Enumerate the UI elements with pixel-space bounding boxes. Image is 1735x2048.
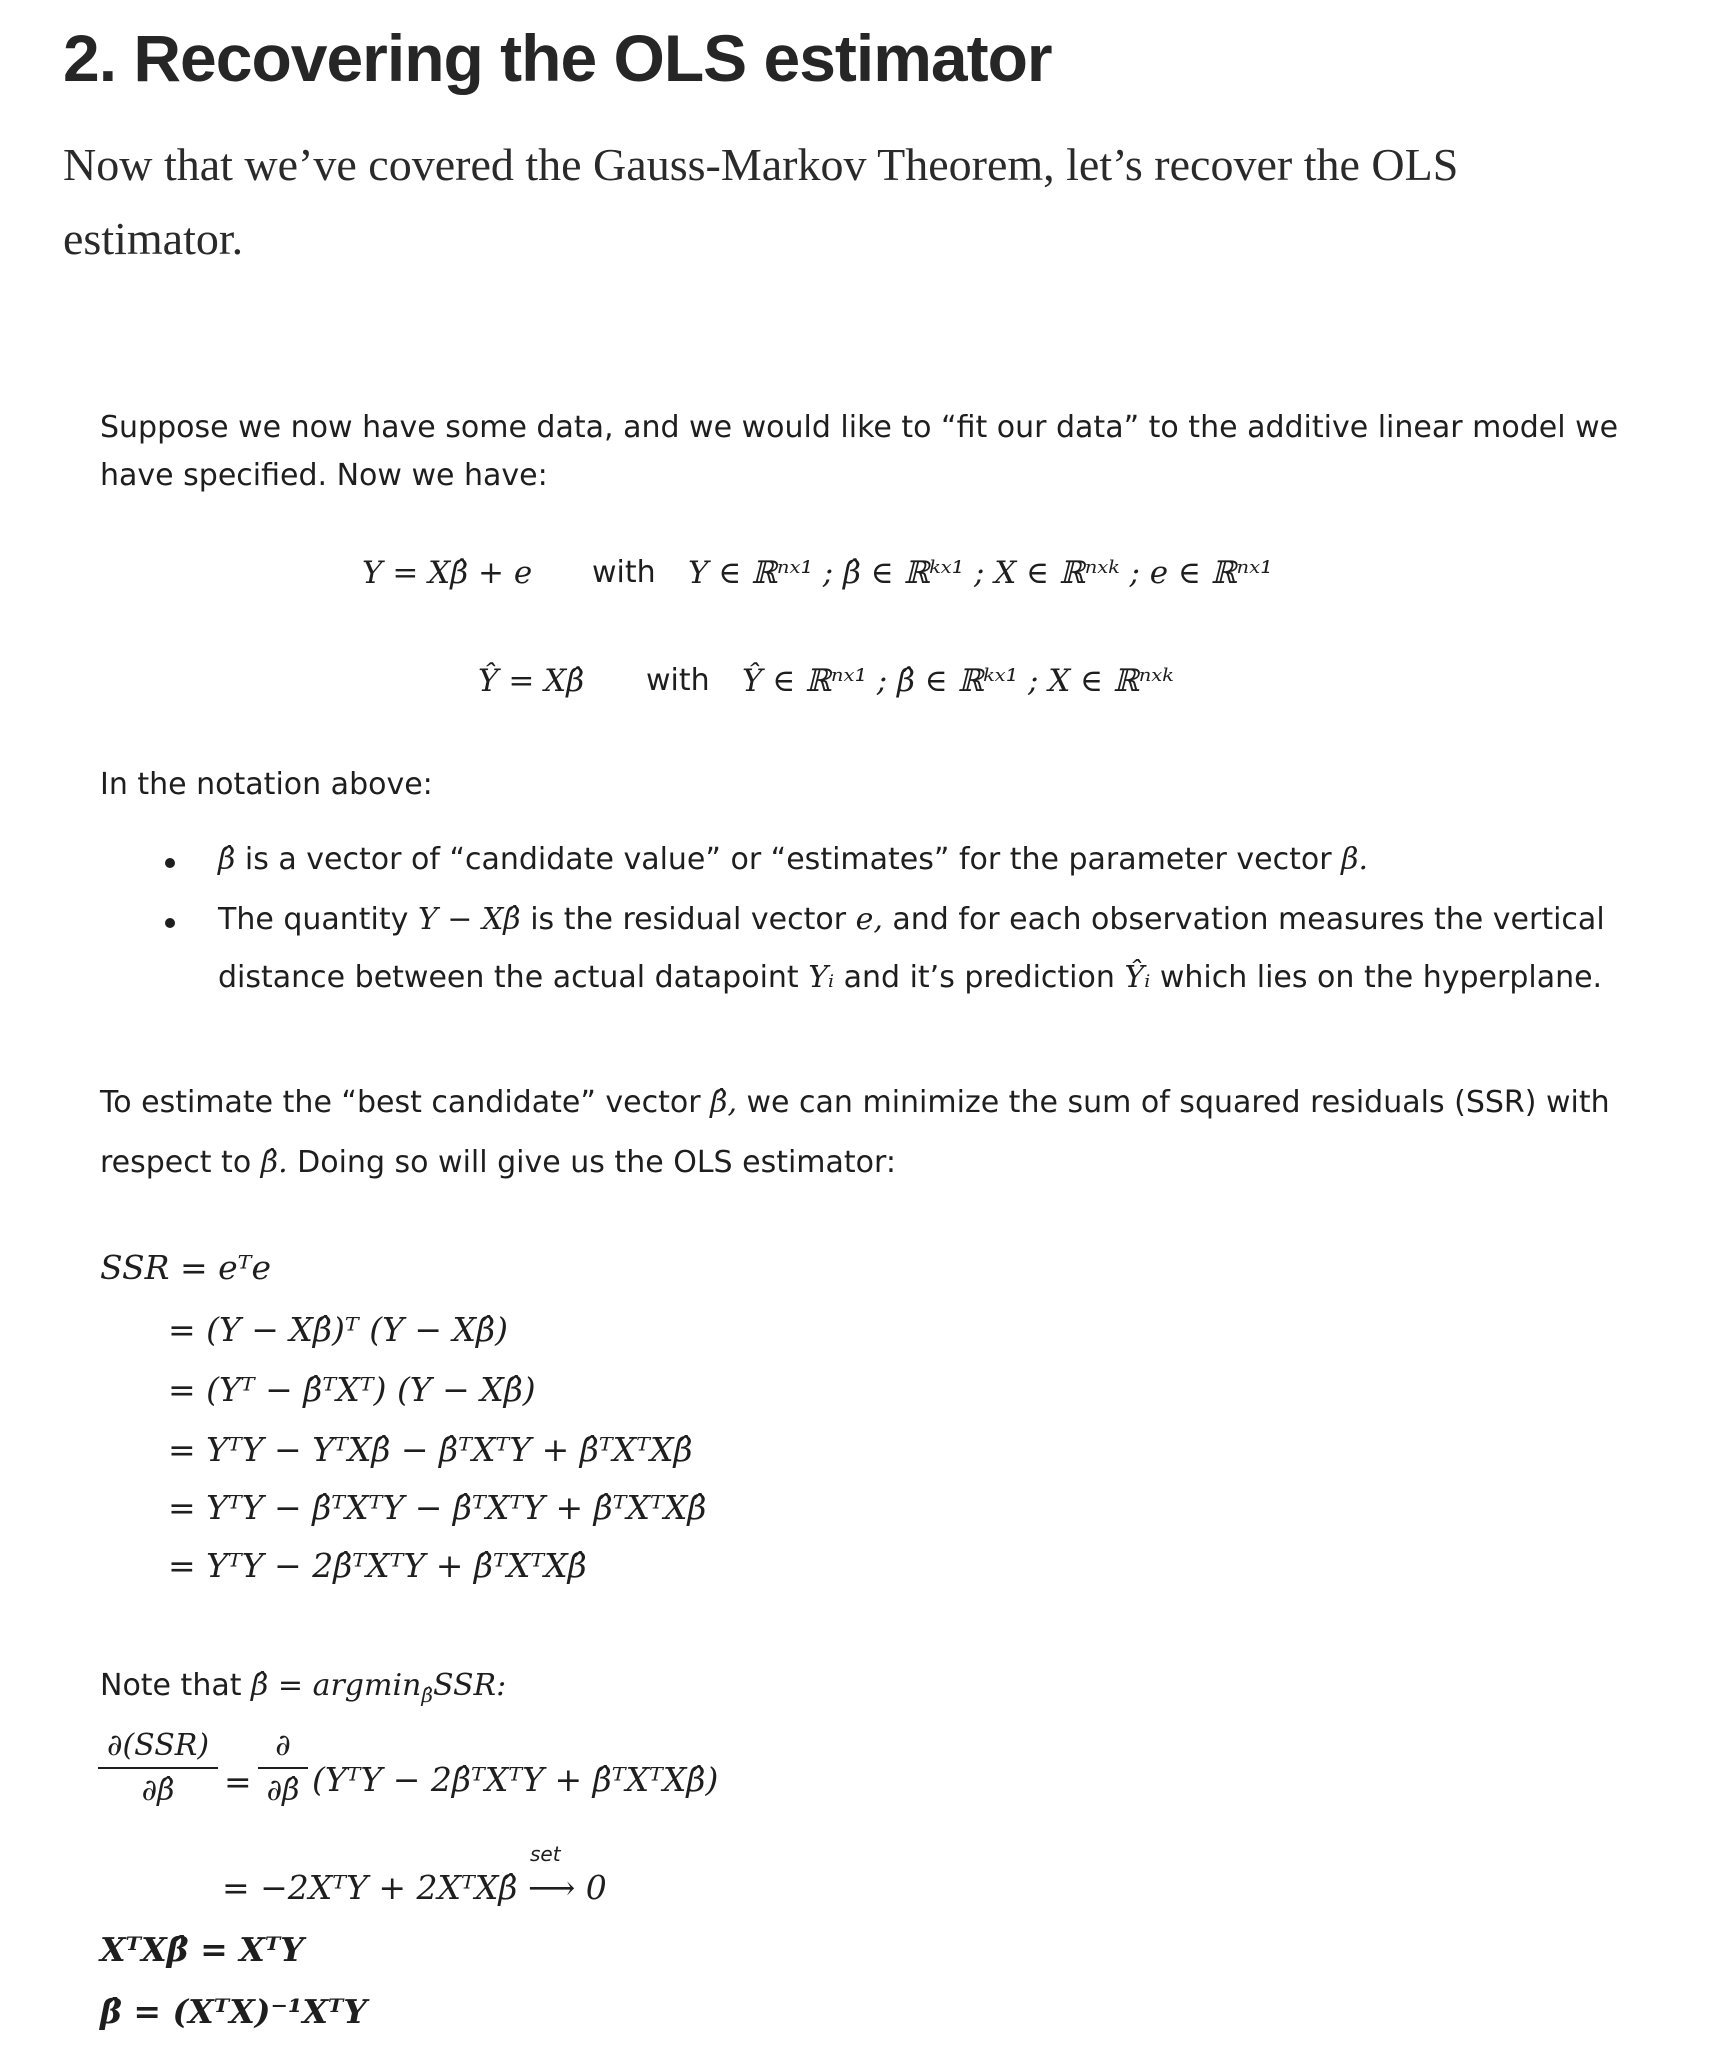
normal-equation: XᵀXβ̂ = XᵀY <box>100 1930 304 1969</box>
fraction-bar <box>258 1767 308 1769</box>
fitted-domain: Ŷ ∈ ℝⁿˣ¹ ; β̂ ∈ ℝᵏˣ¹ ; X ∈ ℝⁿˣᵏ <box>742 663 1174 699</box>
paragraph-line: To estimate the “best candidate” vector β̂, we can minimize the sum of squared residuals (SSR) with <box>100 1085 1610 1120</box>
ssr-line: = YᵀY − β̂ᵀXᵀY − β̂ᵀXᵀY + β̂ᵀXᵀXβ̂ <box>168 1488 707 1527</box>
ols-estimator: β̂ = (XᵀX)⁻¹XᵀY <box>100 1992 367 2031</box>
with-label: with <box>646 663 710 698</box>
fitted-equation: Ŷ = Xβ̂ <box>478 663 585 699</box>
bullet-item: β̂ is a vector of “candidate value” or “estimates” for the parameter vector β. <box>218 842 1369 877</box>
set-arrow: set ⟶ 0 <box>527 1842 607 1907</box>
argmin-note: Note that β̂ = argmin$_{\betâ}$SSR: <box>100 1668 507 1707</box>
fraction-bar <box>98 1767 218 1769</box>
paragraph-line: respect to β̂. Doing so will give us the OLS estimator: <box>100 1145 896 1180</box>
ssr-line: = YᵀY − 2β̂ᵀXᵀY + β̂ᵀXᵀXβ̂ <box>168 1546 587 1585</box>
paragraph-line: Suppose we now have some data, and we would like to “fit our data” to the additive linear model we <box>100 410 1619 445</box>
derivative-expression: (YᵀY − 2β̂ᵀXᵀY + β̂ᵀXᵀXβ̂) <box>312 1760 719 1799</box>
notation-heading: In the notation above: <box>100 767 433 802</box>
model-equation <box>362 555 532 591</box>
model-domain: Y ∈ ℝⁿˣ¹ ; β̂ ∈ ℝᵏˣ¹ ; X ∈ ℝⁿˣᵏ ; e ∈ ℝⁿˣ¹ <box>688 555 1273 591</box>
paragraph-line: have specified. Now we have: <box>100 458 548 493</box>
ssr-line: SSR = eᵀe <box>100 1248 272 1287</box>
with-label: with <box>592 555 656 590</box>
page-title: 2. Recovering the OLS estimator <box>63 21 1052 95</box>
bullet-dot <box>165 858 175 868</box>
ssr-line: = (Yᵀ − β̂ᵀXᵀ) (Y − Xβ̂) <box>168 1370 536 1409</box>
bullet-dot <box>165 918 175 928</box>
bullet-item-continuation: distance between the actual datapoint Yᵢ and it’s prediction Ŷᵢ which lies on the hyperplane. <box>218 960 1603 995</box>
ssr-line: = YᵀY − YᵀXβ̂ − β̂ᵀXᵀY + β̂ᵀXᵀXβ̂ <box>168 1430 693 1469</box>
bullet-item: The quantity Y − Xβ̂ is the residual vector e, and for each observation measures the vertical <box>218 902 1605 937</box>
partial-operator: ∂ ∂β̂ <box>258 1728 308 1808</box>
intro-paragraph: Now that we’ve covered the Gauss-Markov Theorem, let’s recover the OLS estimator. <box>63 139 1459 264</box>
derivative-fraction: ∂(SSR) ∂β̂ <box>98 1728 218 1808</box>
gradient-line: = −2XᵀY + 2XᵀXβ̂ set ⟶ 0 <box>222 1842 607 1907</box>
equals-sign: = <box>224 1762 252 1801</box>
model-equation-lhs: Y = Xβ̂ + e <box>362 555 533 591</box>
ssr-line: = (Y − Xβ̂)ᵀ (Y − Xβ̂) <box>168 1310 508 1349</box>
